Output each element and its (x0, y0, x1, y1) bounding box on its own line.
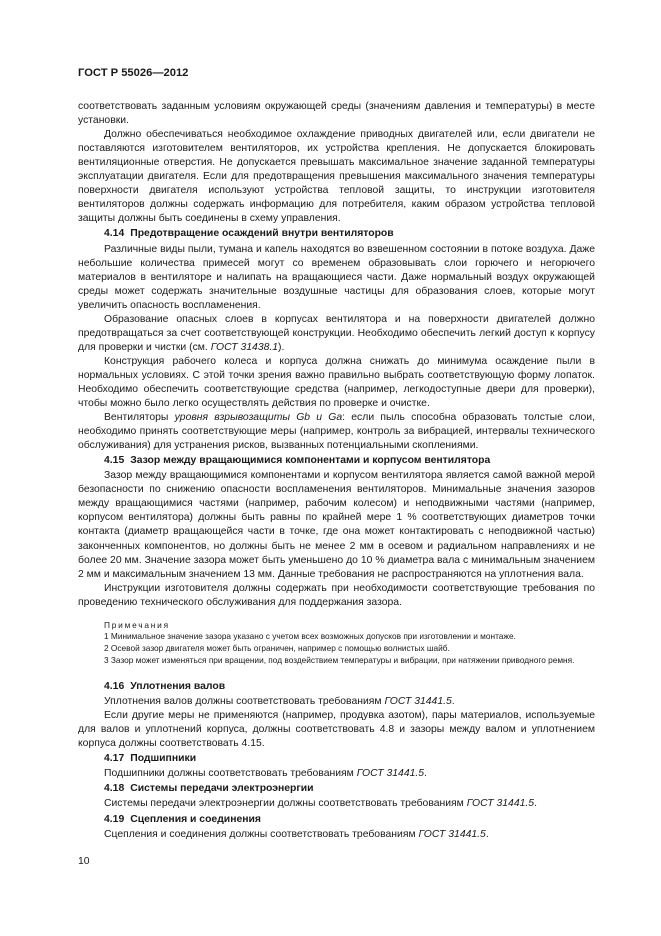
standard-reference: ГОСТ 31441.5 (356, 768, 425, 780)
standard-reference: ГОСТ 31441.5 (384, 696, 452, 708)
notes-block (78, 620, 595, 666)
section-number: 4.15 (104, 455, 125, 467)
section-heading-4-15 (78, 454, 595, 468)
paragraph: Конструкция рабочего колеса и корпуса должна снижать до минимума осаждение пыли в нормальных условиях. С этой точки зрения важно правильно выбрать соответствующую форму лопаток. Необходимо обеспечить соответствующие средства (например, легкодоступные двери для проверки), чтобы можно было легко осуществлять действия по проверке и очистке. (78, 355, 595, 410)
section-title: Системы передачи электроэнергии (130, 783, 314, 795)
section-heading-4-16 (78, 680, 595, 694)
paragraph: Системы передачи электроэнергии должны соответствовать требованиям ГОСТ 31441.5. (104, 798, 537, 810)
paragraph: соответствовать заданным условиям окружающей среды (значениям давления и температуры) в месте установки. (78, 101, 595, 127)
section-number: 4.19 (104, 813, 125, 825)
note-item: 2 Осевой зазор двигателя может быть ограничен, например с помощью волнистых шайб. (104, 642, 450, 653)
section-number: 4.17 (104, 753, 125, 765)
paragraph: Различные виды пыли, тумана и капель находятся во взвешенном состоянии в потоке воздуха. Даже небольшие количества примесей могут со временем образовывать слои горючего и негорючего материалов в вентиляторе и налипать на вращающиеся части. Даже нормальный воздух окружающей среды может содержать значительные воздушные частицы для образования слоев, которые могут увеличить опасность воспламенения. (78, 243, 595, 311)
section-title: Зазор между вращающимися компонентами и корпусом вентилятора (130, 455, 491, 467)
note-item: 3 Зазор может изменяться при вращении, под воздействием температуры и вибрации, при натяжении приводного ремня. (104, 654, 575, 665)
paragraph: Образование опасных слоев в корпусах вентилятора и на поверхности двигателей должно предотвращаться за счет соответствующей конструкции. Необходимо обеспечить легкий доступ к корпусу для проверки и чистки (см. ГОСТ 31438.1). (78, 313, 595, 353)
section-number: 4.18 (104, 783, 125, 795)
note-item: 1 Минимальное значение зазора указано с учетом всех возможных допусков при изготовлении и монтаже. (104, 631, 516, 642)
paragraph: Должно обеспечиваться необходимое охлаждение приводных двигателей или, если двигатели не поставляются изготовителем вентиляторов, их устройства крепления. Не допускается блокировать вентиляционные отверстия. Не допускается превышать максимальное значение заданной температуры эксплуатации двигателя. Если для предотвращения превышения максимального значения температуры поверхности двигателя используют устройства тепловой защиты, то инструкции изготовителя вентиляторов должны содержать информацию для потребителя, каким образом устройства тепловой защиты должны быть соединены в схему управления. (78, 129, 595, 225)
standard-reference: ГОСТ 31441.5 (466, 798, 535, 810)
section-number: 4.14 (104, 228, 125, 240)
section-heading-4-19 (78, 813, 595, 827)
paragraph: Уплотнения валов должны соответствовать требованиям ГОСТ 31441.5. (104, 696, 455, 708)
section-heading-4-14 (78, 227, 595, 241)
page-number: 10 (78, 856, 90, 867)
section-heading-4-17 (78, 752, 595, 766)
protection-level: уровня взрывозащиты Gb и Ga (174, 412, 343, 424)
standard-reference: ГОСТ 31441.5 (418, 828, 486, 840)
section-number: 4.16 (104, 681, 125, 693)
document-header: ГОСТ Р 55026—2012 (78, 67, 189, 79)
paragraph: Подшипники должны соответствовать требованиям ГОСТ 31441.5. (104, 768, 427, 780)
paragraph: Сцепления и соединения должны соответствовать требованиям ГОСТ 31441.5. (104, 828, 489, 840)
section-title: Уплотнения валов (130, 681, 226, 693)
paragraph: Вентиляторы уровня взрывозащиты Gb и Ga: если пыль способна образовать толстые слои, необходимо принять соответствующие меры (например, контроль за вибрацией, интервалы технического обслуживания) для устранения рисков, вызванных потенциальными скоплениями. (78, 412, 595, 452)
paragraph: Инструкции изготовителя должны содержать при необходимости соответствующие требования по проведению технического обслуживания для поддержания зазора. (78, 582, 595, 608)
section-title: Предотвращение осаждений внутри вентиляторов (130, 228, 394, 240)
paragraph: Если другие меры не применяются (например, продувка азотом), пары материалов, используемые для валов и уплотнений корпуса, должны соответствовать 4.8 и зазоры между валом и уплотнением корпуса должны соответствовать 4.15. (78, 710, 595, 750)
section-title: Подшипники (130, 753, 197, 765)
notes-title: Примечания (104, 619, 170, 630)
section-heading-4-18 (78, 782, 595, 796)
section-title: Сцепления и соединения (130, 813, 261, 825)
document-page (78, 66, 595, 842)
standard-reference: ГОСТ 31438.1 (210, 341, 279, 353)
paragraph: Зазор между вращающимися компонентами и корпусом вентилятора является самой важной мерой безопасности по снижению опасности воспламенения вентиляторов. Минимальные значения зазоров между вращающимися частями (например, рабочим колесом) и неподвижными частями (например, корпусом вентилятора) должны быть равны по крайней мере 1 % соответствующих диаметров точки контакта (диаметр вращающейся части в точке, где она может контактировать с неподвижной частью) законченных компонентов, но должны быть не менее 2 мм в осевом и радиальном направлениях и не более 20 мм. Значение зазора может быть уменьшено до 10 % диаметра вала с минимальным значением 2 мм и максимальным значением 13 мм. Данные требования не распространяются на уплотнения вала. (78, 470, 595, 580)
